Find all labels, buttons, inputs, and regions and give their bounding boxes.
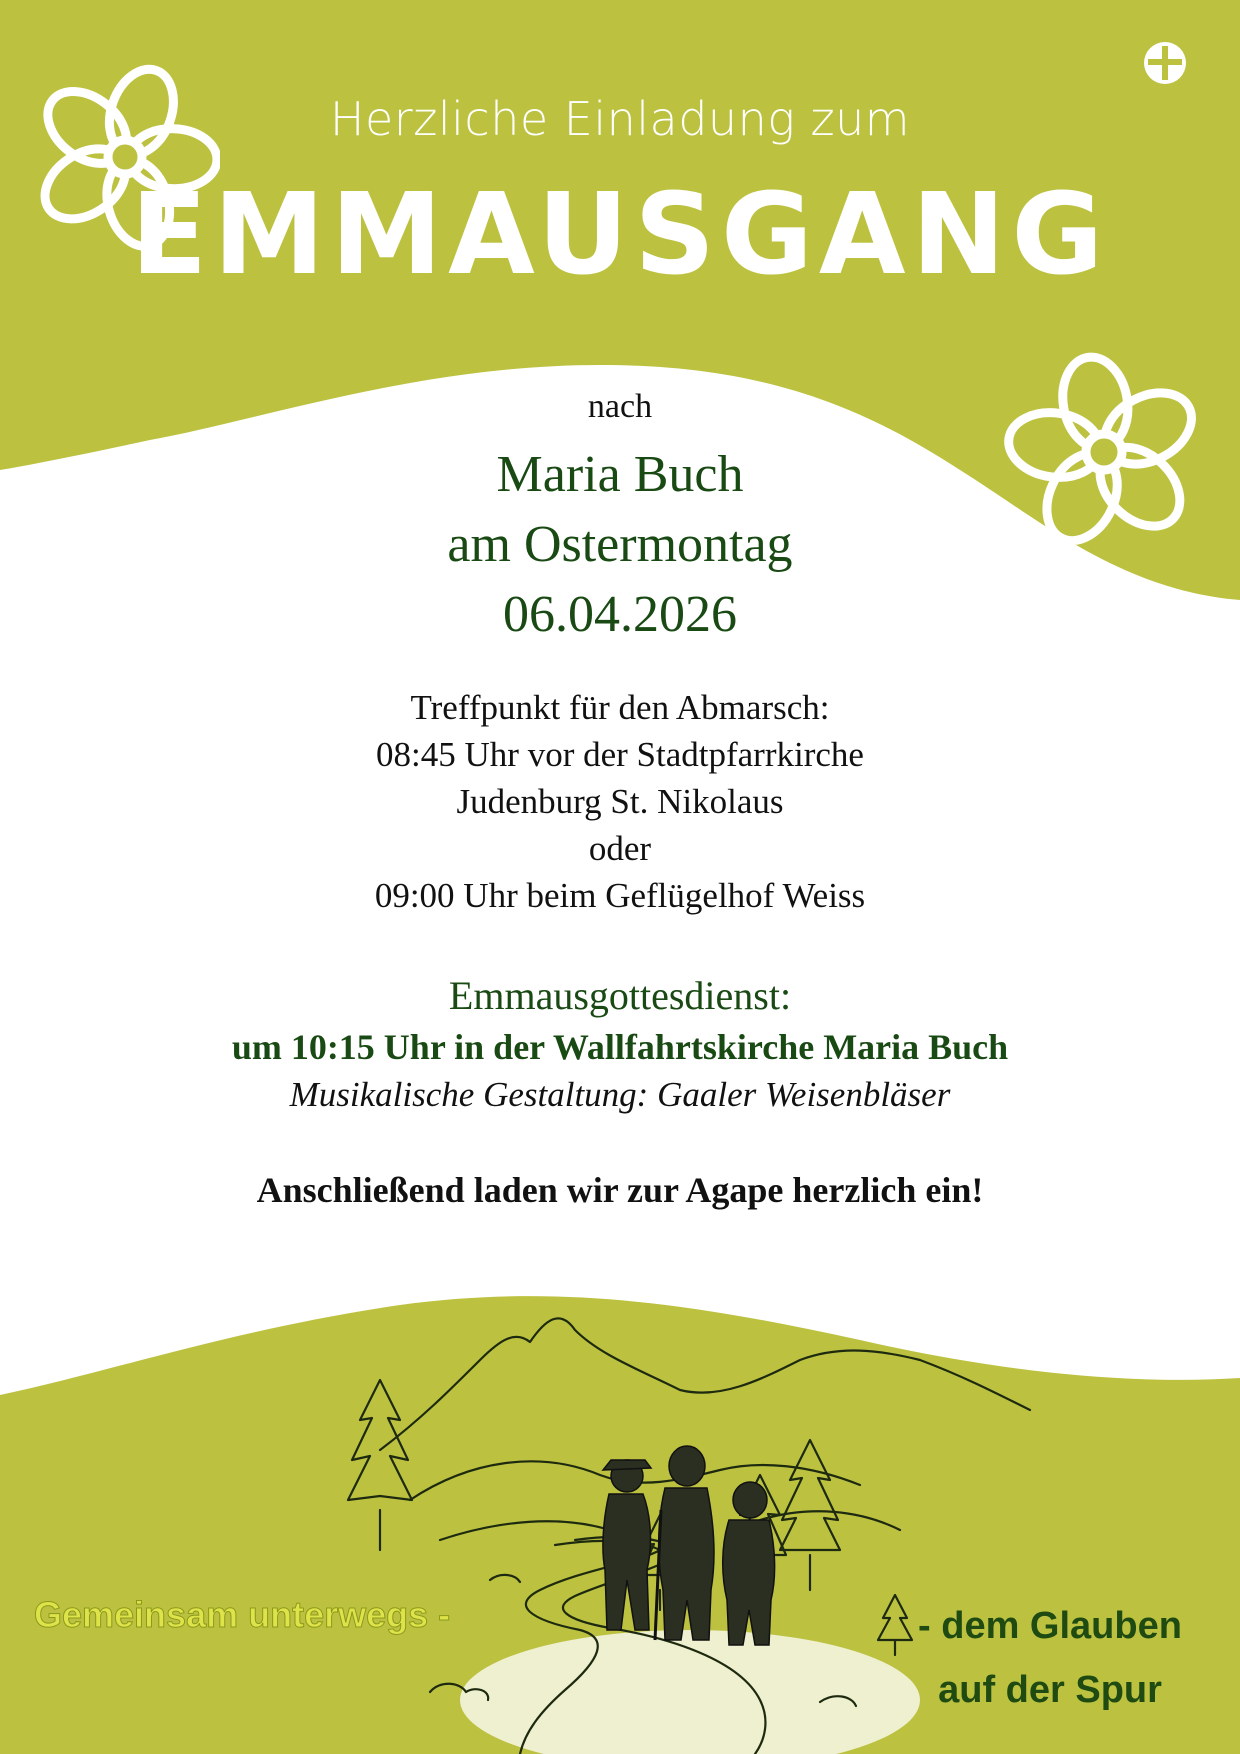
slogan-right xyxy=(880,1594,1220,1722)
destination-place: Maria Buch xyxy=(496,446,744,503)
slogan-right-line: auf der Spur xyxy=(938,1669,1162,1711)
meeting-line: 08:45 Uhr vor der Stadtpfarrkirche xyxy=(376,735,864,774)
shrub xyxy=(490,1575,520,1582)
pilgrim-hat xyxy=(603,1460,651,1470)
service-title: Emmausgottesdienst: xyxy=(448,973,792,1018)
meeting-info xyxy=(0,684,1240,919)
shrub xyxy=(820,1696,856,1706)
meeting-line: Treffpunkt für den Abmarsch: xyxy=(410,688,830,727)
event-title: EMMAUSGANG xyxy=(130,170,1110,300)
intro-text: Herzliche Einladung zum xyxy=(329,92,911,146)
meeting-line: oder xyxy=(588,829,652,868)
shrub xyxy=(430,1684,488,1700)
service-time: um 10:15 Uhr in der Wallfahrtskirche Maria Buch xyxy=(231,1027,1009,1067)
pilgrims-illustration xyxy=(585,1440,805,1660)
destination-block xyxy=(0,440,1240,650)
pilgrim-body xyxy=(659,1488,714,1640)
agape-invitation: Anschließend laden wir zur Agape herzlich ein! xyxy=(256,1170,984,1210)
pilgrim-head xyxy=(669,1446,705,1486)
meeting-line: 09:00 Uhr beim Geflügelhof Weiss xyxy=(374,876,866,915)
tree xyxy=(348,1380,412,1550)
destination-day: am Ostermontag xyxy=(447,516,793,573)
pilgrim-body xyxy=(603,1494,651,1630)
meeting-line: Judenburg St. Nikolaus xyxy=(456,782,784,821)
pilgrim-body xyxy=(723,1520,775,1645)
mountain-line xyxy=(380,1318,1030,1450)
slogan-left: Gemeinsam unterwegs - xyxy=(34,1594,451,1635)
slogan-right-line: - dem Glauben xyxy=(918,1605,1182,1647)
destination-prefix: nach xyxy=(587,388,653,425)
pilgrim-head xyxy=(733,1482,767,1518)
cross-icon xyxy=(1142,40,1188,86)
destination-date: 06.04.2026 xyxy=(503,586,737,643)
service-music: Musikalische Gestaltung: Gaaler Weisenbläser xyxy=(289,1075,951,1114)
